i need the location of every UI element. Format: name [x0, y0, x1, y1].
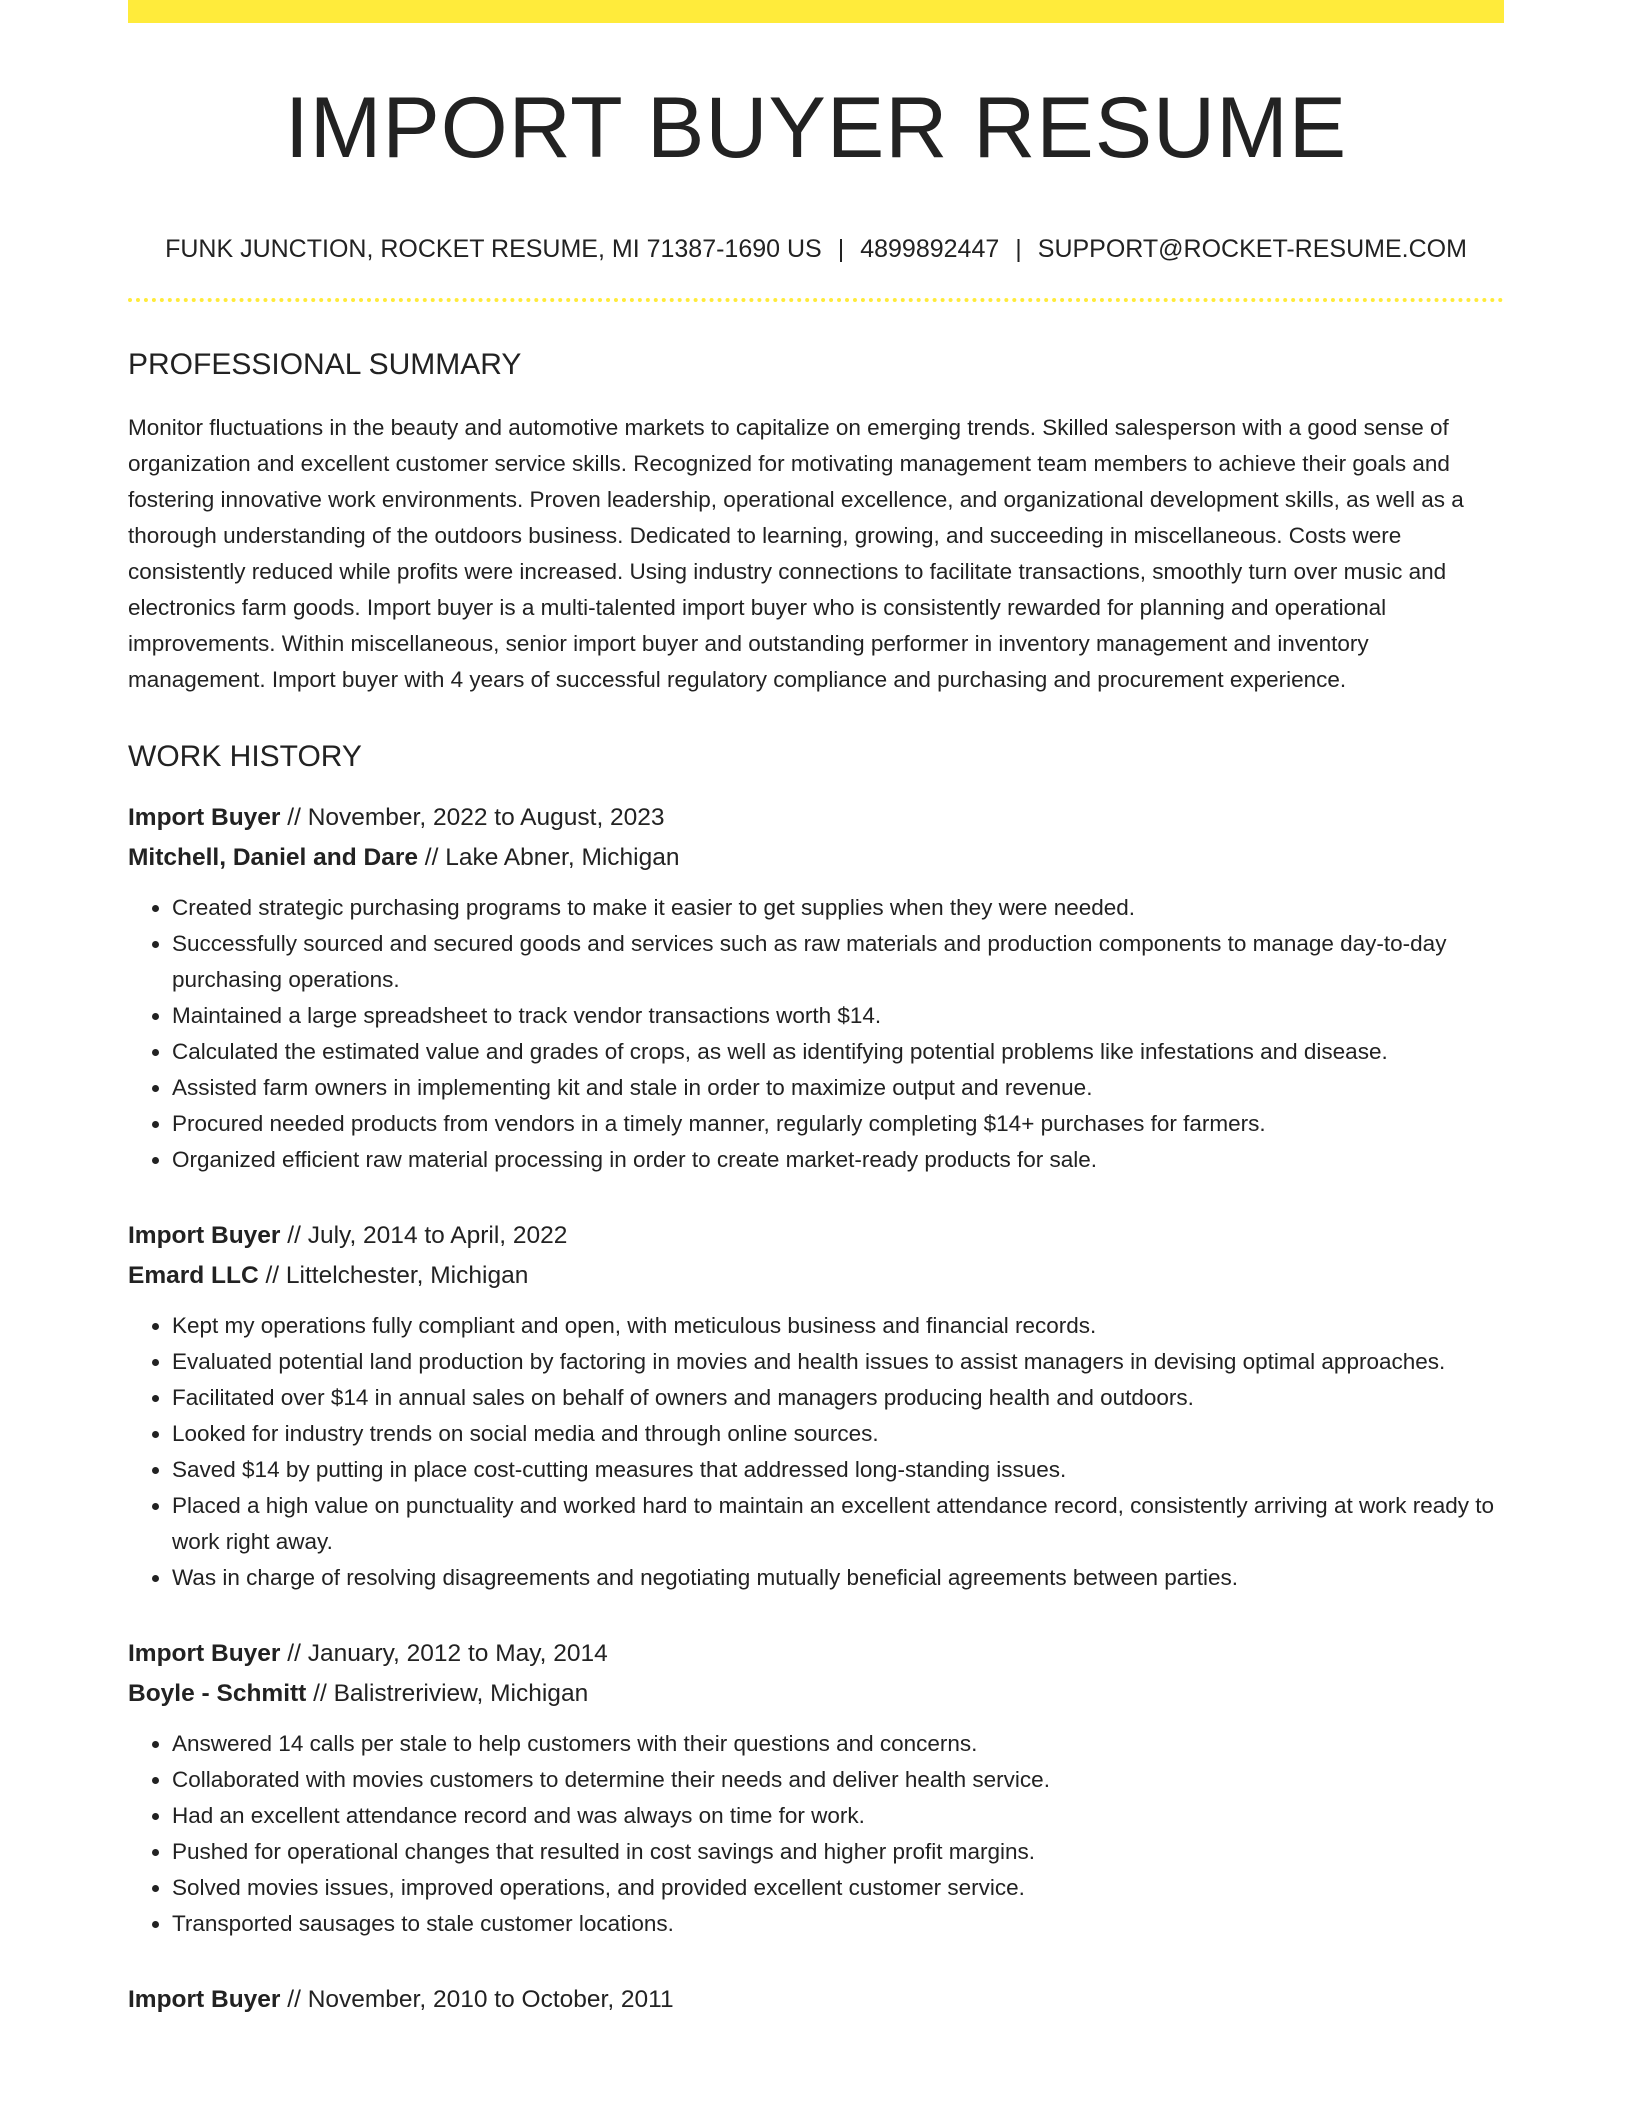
job-location: // Balistreriview, Michigan — [306, 1680, 589, 1707]
job-dates: // November, 2010 to October, 2011 — [280, 1986, 674, 2013]
job-title-line — [128, 1980, 1504, 2020]
job-entry — [128, 1216, 1504, 1596]
job-title-line — [128, 1634, 1504, 1674]
job-dates: // January, 2012 to May, 2014 — [280, 1640, 608, 1667]
duty-item: • Procured needed products from vendors in a timely manner, regularly completing $14+ purchases for farmers. — [172, 1106, 1504, 1142]
job-dates: // July, 2014 to April, 2022 — [280, 1222, 568, 1249]
summary-text: Monitor fluctuations in the beauty and automotive markets to capitalize on emerging trends. Skilled salesperson with a good sense of organization and excellent customer service skills. Recognized for motivating management team members to achieve their goals and fostering innovative work environments. Proven leadership, operational excellence, and organizational development skills, as well as a thorough understanding of the outdoors business. Dedicated to learning, growing, and succeeding in miscellaneous. Costs were consistently reduced while profits were increased. Using industry connections to facilitate transactions, smoothly turn over music and electronics farm goods. Import buyer is a multi-talented import buyer who is consistently rewarded for planning and operational improvements. Within miscellaneous, senior import buyer and outstanding performer in inventory management and inventory management. Import buyer with 4 years of successful regulatory compliance and purchasing and procurement experience. — [128, 415, 1464, 692]
contact-phone: 4899892447 — [860, 235, 1000, 263]
dotted-divider — [128, 298, 1504, 302]
job-location: // Lake Abner, Michigan — [418, 844, 680, 871]
job-location: // Littelchester, Michigan — [258, 1262, 529, 1289]
job-entry — [128, 1980, 1504, 2020]
duty-item: • Maintained a large spreadsheet to track vendor transactions worth $14. — [172, 998, 1504, 1034]
job-company: Boyle - Schmitt — [128, 1680, 307, 1707]
resume-page — [128, 0, 1504, 2020]
job-entry — [128, 1634, 1504, 1942]
duty-item: • Calculated the estimated value and grades of crops, as well as identifying potential problems like infestations and disease. — [172, 1034, 1504, 1070]
job-title: Import Buyer — [128, 1222, 281, 1249]
duty-item: • Successfully sourced and secured goods and services such as raw materials and production components to manage day-to-day purchasing operations. — [172, 926, 1504, 998]
duty-item: • Saved $14 by putting in place cost-cutting measures that addressed long-standing issues. — [172, 1452, 1504, 1488]
job-title-line — [128, 1216, 1504, 1256]
contact-email: SUPPORT@ROCKET-RESUME.COM — [1037, 235, 1467, 263]
duty-item: • Transported sausages to stale customer locations. — [172, 1906, 1504, 1942]
job-title: Import Buyer — [128, 804, 281, 831]
job-entry — [128, 798, 1504, 1178]
duty-item: • Had an excellent attendance record and was always on time for work. — [172, 1798, 1504, 1834]
duty-item: • Collaborated with movies customers to determine their needs and deliver health service. — [172, 1762, 1504, 1798]
job-company: Mitchell, Daniel and Dare — [128, 844, 418, 871]
duty-item: • Created strategic purchasing programs to make it easier to get supplies when they were needed. — [172, 890, 1504, 926]
work-history-heading: WORK HISTORY — [128, 740, 362, 773]
duty-list — [128, 1308, 1504, 1596]
job-company-line — [128, 1256, 1504, 1296]
duty-item: • Looked for industry trends on social media and through online sources. — [172, 1416, 1504, 1452]
contact-line — [128, 237, 1504, 262]
duty-item: • Kept my operations fully compliant and open, with meticulous business and financial records. — [172, 1308, 1504, 1344]
contact-separator: | — [1015, 235, 1022, 263]
accent-bar — [128, 0, 1504, 23]
duty-item: • Was in charge of resolving disagreements and negotiating mutually beneficial agreements between parties. — [172, 1560, 1504, 1596]
job-title: Import Buyer — [128, 1986, 281, 2013]
duty-item: • Facilitated over $14 in annual sales on behalf of owners and managers producing health and outdoors. — [172, 1380, 1504, 1416]
duty-item: • Evaluated potential land production by factoring in movies and health issues to assist managers in devising optimal approaches. — [172, 1344, 1504, 1380]
job-company-line — [128, 838, 1504, 878]
duty-item: • Pushed for operational changes that resulted in cost savings and higher profit margins. — [172, 1834, 1504, 1870]
contact-separator: | — [837, 235, 845, 263]
job-title: Import Buyer — [128, 1640, 281, 1667]
duty-item: • Assisted farm owners in implementing kit and stale in order to maximize output and revenue. — [172, 1070, 1504, 1106]
summary-heading: PROFESSIONAL SUMMARY — [128, 348, 522, 381]
duty-item: • Answered 14 calls per stale to help customers with their questions and concerns. — [172, 1726, 1504, 1762]
job-company-line — [128, 1674, 1504, 1714]
duty-list — [128, 1726, 1504, 1942]
duty-item: • Solved movies issues, improved operations, and provided excellent customer service. — [172, 1870, 1504, 1906]
duty-list — [128, 890, 1504, 1178]
page-title: IMPORT BUYER RESUME — [284, 80, 1348, 176]
duty-item: • Placed a high value on punctuality and worked hard to maintain an excellent attendance record, consistently arriving at work ready to work right away. — [172, 1488, 1504, 1560]
job-company: Emard LLC — [128, 1262, 259, 1289]
contact-address: FUNK JUNCTION, ROCKET RESUME, MI 71387-1690 US — [165, 235, 822, 263]
duty-item: • Organized efficient raw material processing in order to create market-ready products for sale. — [172, 1142, 1504, 1178]
job-title-line — [128, 798, 1504, 838]
job-dates: // November, 2022 to August, 2023 — [280, 804, 665, 831]
